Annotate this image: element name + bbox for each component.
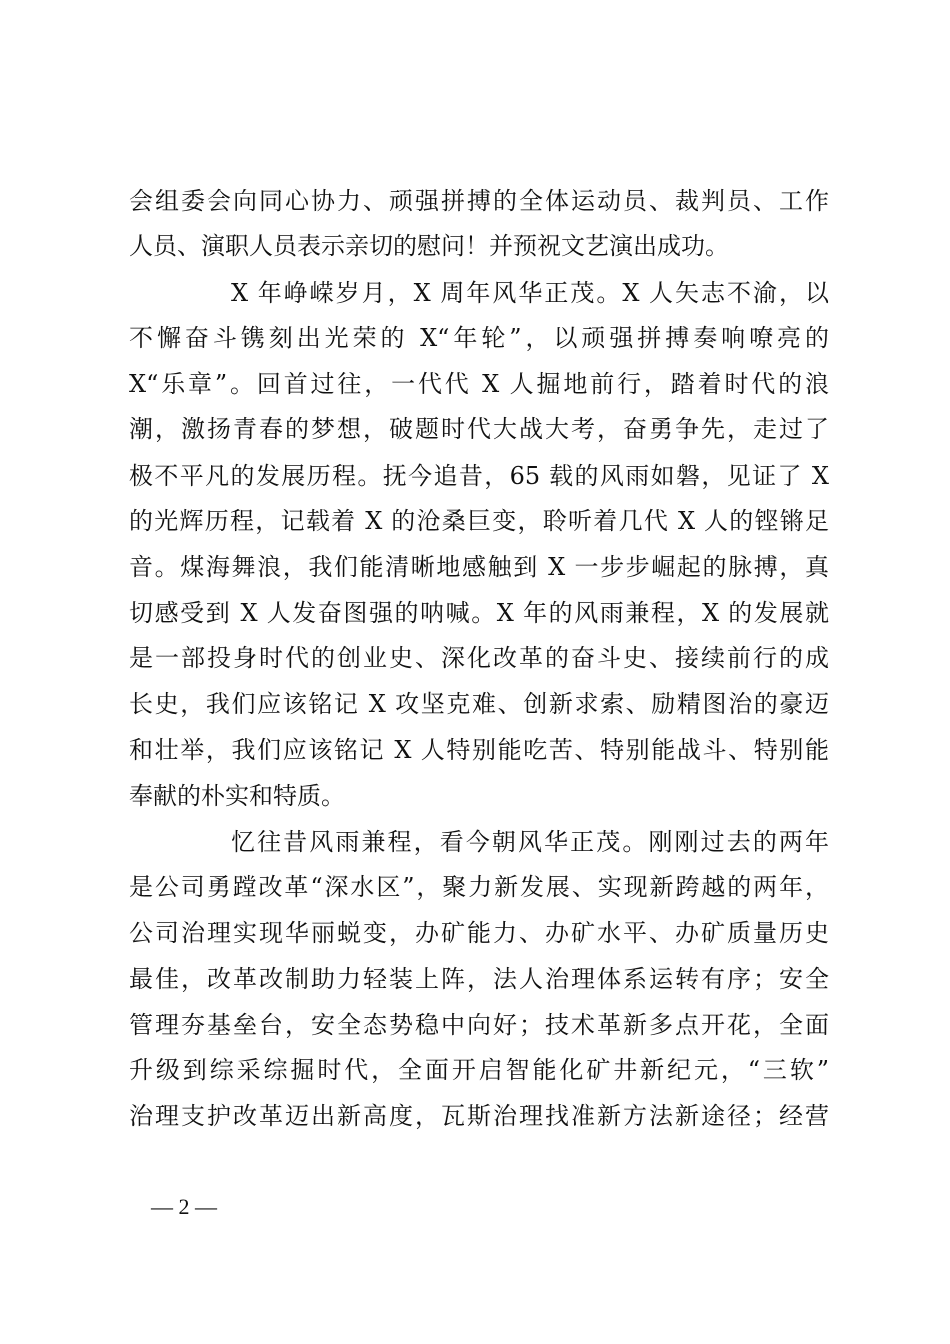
text-line: 会组委会向同心协力、顽强拼搏的全体运动员、裁判员、工作 bbox=[129, 187, 829, 215]
paragraph-first-line: X 年峥嵘岁月，X 周年风华正茂。X 人矢志不渝，以 bbox=[231, 279, 829, 307]
text-line: 人员、演职人员表示亲切的慰问！并预祝文艺演出成功。 bbox=[129, 232, 729, 260]
text-line: 奉献的朴实和特质。 bbox=[129, 782, 345, 810]
text-line: 升级到综采综掘时代，全面开启智能化矿井新纪元，“三软” bbox=[129, 1056, 829, 1084]
text-line: 切感受到 X 人发奋图强的呐喊。X 年的风雨兼程，X 的发展就 bbox=[129, 599, 829, 627]
text-line: 潮，激扬青春的梦想，破题时代大战大考，奋勇争先，走过了 bbox=[129, 415, 829, 443]
text-line: 最佳，改革改制助力轻装上阵，法人治理体系运转有序；安全 bbox=[129, 965, 829, 993]
text-line: 的光辉历程，记载着 X 的沧桑巨变，聆听着几代 X 人的铿锵足 bbox=[129, 507, 829, 535]
text-line: 和壮举，我们应该铭记 X 人特别能吃苦、特别能战斗、特别能 bbox=[129, 736, 829, 764]
page-number: — 2 — bbox=[151, 1194, 217, 1219]
text-line: 极不平凡的发展历程。抚今追昔，65 载的风雨如磐，见证了 X bbox=[129, 462, 829, 490]
text-line: 管理夯基垒台，安全态势稳中向好；技术革新多点开花，全面 bbox=[129, 1011, 829, 1039]
text-line: 公司治理实现华丽蜕变，办矿能力、办矿水平、办矿质量历史 bbox=[129, 919, 829, 947]
text-line: 音。煤海舞浪，我们能清晰地感触到 X 一步步崛起的脉搏，真 bbox=[129, 553, 829, 581]
text-line: 长史，我们应该铭记 X 攻坚克难、创新求索、励精图治的豪迈 bbox=[129, 690, 829, 718]
text-line: 是一部投身时代的创业史、深化改革的奋斗史、接续前行的成 bbox=[129, 644, 829, 672]
text-line: 不懈奋斗镌刻出光荣的 X“年轮”，以顽强拼搏奏响嘹亮的 bbox=[129, 324, 829, 352]
text-line: 是公司勇蹚改革“深水区”，聚力新发展、实现新跨越的两年， bbox=[129, 873, 829, 901]
paragraph-first-line: 忆往昔风雨兼程，看今朝风华正茂。刚刚过去的两年 bbox=[231, 828, 829, 856]
text-line: X“乐章”。回首过往，一代代 X 人掘地前行，踏着时代的浪 bbox=[129, 370, 829, 398]
text-line: 治理支护改革迈出新高度，瓦斯治理找准新方法新途径；经营 bbox=[129, 1102, 829, 1130]
